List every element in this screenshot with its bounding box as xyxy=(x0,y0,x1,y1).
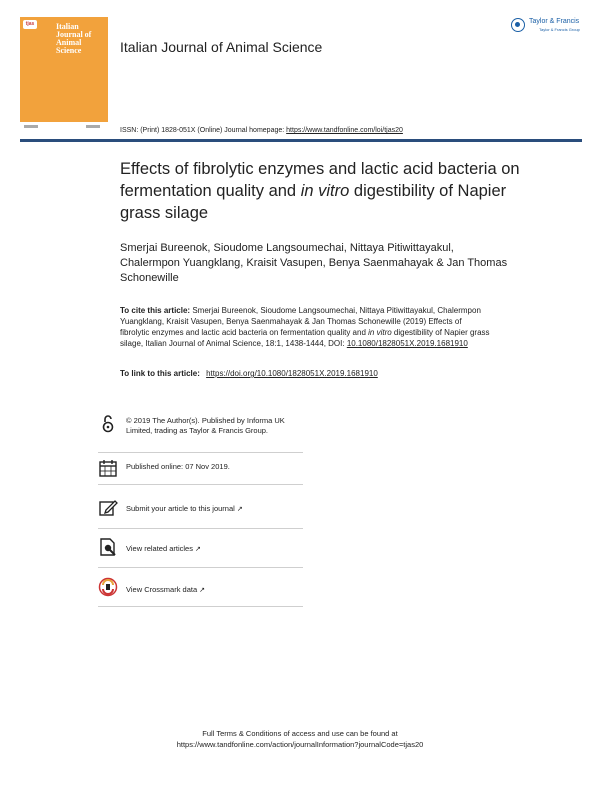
journal-name[interactable]: Italian Journal of Animal Science xyxy=(120,39,323,55)
citation-doi-link[interactable]: 10.1080/1828051X.2019.1681910 xyxy=(346,339,468,348)
article-link-line xyxy=(120,369,378,378)
cover-brand-logo: tjas xyxy=(23,20,37,29)
article-authors: Smerjai Bureenok, Sioudome Langsoumechai, Nittaya Pitiwittayakul, Chalermpon Yuangklang, Kraisit Vasupen, Benya Saenmahayak & Jan Thomas Schonewille xyxy=(120,242,508,284)
citation-label: To cite this article: xyxy=(120,306,191,315)
header-divider xyxy=(20,139,582,142)
citation-block: To cite this article: Smerjai Bureenok, Sioudome Langsoumechai, Nittaya Pitiwittayakul, Chalermpon Yuangklang, Kraisit Vasupen, Benya Saenmahayak & Jan Thomas Schonewille (2019) Effects of fibrolytic enzymes and lactic acid bacteria on fermentation quality and in vitro digestibility of Napier grass silage, Italian Journal of Animal Science, 18:1, 1438-1444, DOI: 10.1080/1828051X.2019.1681910 xyxy=(120,306,490,348)
related-articles-row[interactable] xyxy=(98,537,303,559)
crossmark-link[interactable]: View Crossmark data ↗ xyxy=(126,585,206,594)
published-date: Published online: 07 Nov 2019. xyxy=(126,462,230,471)
cover-footer-bar xyxy=(20,122,108,132)
publisher-name: Taylor & Francis xyxy=(529,18,580,25)
footer-terms-link[interactable]: https://www.tandfonline.com/action/journalInformation?journalCode=tjas20 xyxy=(176,740,424,749)
external-link-icon: ↗ xyxy=(236,506,243,513)
external-link-icon: ↗ xyxy=(199,587,206,594)
divider xyxy=(98,528,303,529)
cover-title: Italian Journal of Animal Science xyxy=(56,22,92,55)
taylor-francis-logo-icon xyxy=(511,18,525,32)
related-articles-link[interactable]: View related articles ↗ xyxy=(126,544,201,553)
document-search-icon xyxy=(98,537,118,557)
crossmark-icon xyxy=(98,577,118,597)
edit-icon xyxy=(98,498,118,518)
issn-line xyxy=(120,127,403,134)
submit-article-link[interactable]: Submit your article to this journal ↗ xyxy=(126,504,243,513)
divider xyxy=(98,567,303,568)
publisher-logo[interactable] xyxy=(511,17,585,35)
crossmark-row[interactable] xyxy=(98,577,303,601)
footer xyxy=(0,728,600,750)
divider xyxy=(98,452,303,453)
divider xyxy=(98,484,303,485)
license-text: © 2019 The Author(s). Published by Informa UK Limited, trading as Taylor & Francis Group. xyxy=(126,416,285,435)
article-doi-link[interactable]: https://doi.org/10.1080/1828051X.2019.1681910 xyxy=(206,369,378,378)
article-title: Effects of fibrolytic enzymes and lactic acid bacteria on fermentation quality and in vitro digestibility of Napier grass silage xyxy=(120,160,520,222)
published-row xyxy=(98,458,303,480)
external-link-icon: ↗ xyxy=(194,546,201,553)
footer-terms-text: Full Terms & Conditions of access and use can be found at xyxy=(202,729,398,738)
journal-cover[interactable] xyxy=(20,17,108,132)
divider xyxy=(98,606,303,607)
cover-meta xyxy=(56,67,86,71)
open-access-row xyxy=(98,414,303,450)
submit-article-row[interactable] xyxy=(98,498,303,520)
open-access-icon xyxy=(98,414,118,434)
calendar-icon xyxy=(98,458,118,478)
publisher-group: Taylor & Francis Group xyxy=(539,27,580,32)
journal-homepage-link[interactable]: https://www.tandfonline.com/loi/tjas20 xyxy=(286,127,403,134)
link-label: To link to this article: xyxy=(120,369,200,378)
issn-text: ISSN: (Print) 1828-051X (Online) Journal homepage: xyxy=(120,127,285,134)
